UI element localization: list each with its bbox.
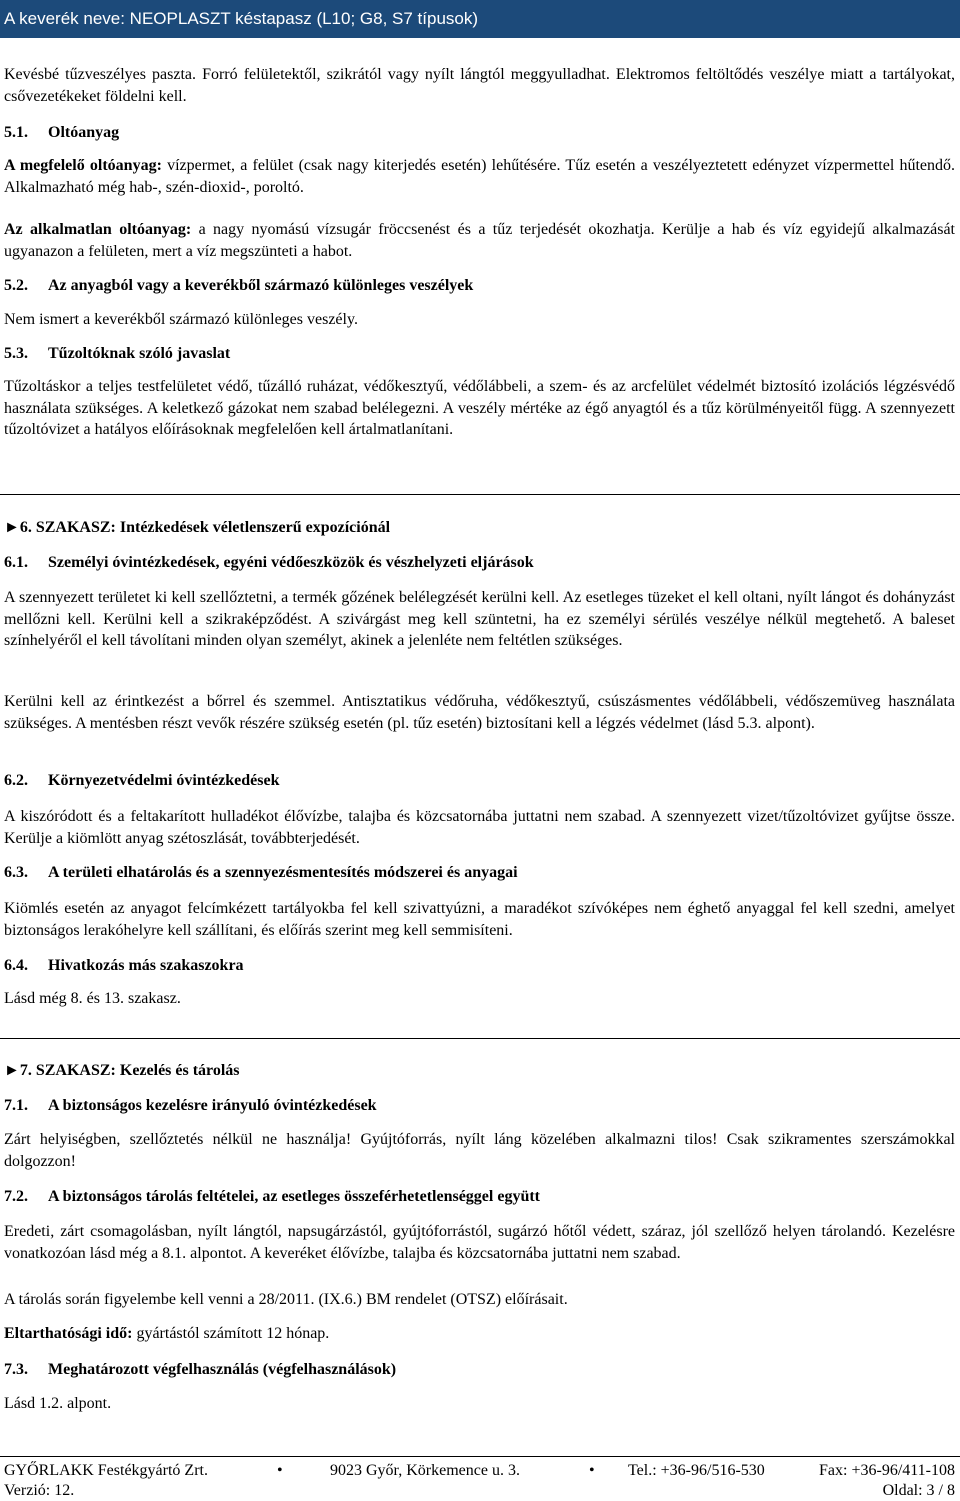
paragraph-6-4: Lásd még 8. és 13. szakasz. [4,990,181,1007]
heading-7-2: 7.2. A biztonságos tárolás feltételei, az esetleges összeférhetetlenséggel együtt [4,1188,540,1205]
section-5-intro: Kevésbé tűzveszélyes paszta. Forró felületektől, szikrától vagy nyílt lángtól meggyulladhat. Elektromos feltöltődés veszélye miatt a tartályokat, csővezetékeket földelni kell. [4,66,955,105]
section-divider [0,494,960,495]
paragraph-7-2-b: A tárolás során figyelembe kell venni a 28/2011. (IX.6.) BM rendelet (OTSZ) előírásait. [4,1291,568,1308]
paragraph-6-1-a: A szennyezett területet ki kell szellőztetni, a termék gőzének belélegzését kerülni kell. Az esetleges tüzeket el kell oltani, nyílt lángot és dohányzást mellőzni kell. Kerülni kell a szikraképződést. A szivárgást meg kell szüntetni, ha ez személyi sérülés veszélye nélkül megtehető. A baleset színhelyéről el kell távolítani minden olyan személyt, akinek a jelenléte nem feltétlen szükséges. [4,589,955,649]
document-header [0,0,960,38]
paragraph-7-2-a: Eredeti, zárt csomagolásban, nyílt lángtól, napsugárzástól, gyújtóforrástól, sugárzó hőtől védett, száraz, jól szellőző helyen tárolandó. Kezelésre vonatkozóan lásd még a 8.1. alpontot. A keveréket élővízbe, talajba és közcsatornába juttatni nem szabad. [4,1223,955,1262]
arrow-right-icon: ► [4,519,20,536]
heading-6-4: 6.4. Hivatkozás más szakaszokra [4,957,244,974]
paragraph-7-2-shelf-life: Eltarthatósági idő: gyártástól számított 12 hónap. [4,1325,330,1342]
paragraph-7-1: Zárt helyiségben, szellőztetés nélkül ne használja! Gyújtóforrás, nyílt láng közelében alkalmazni tilos! Csak szikramentes szerszámokkal dolgozzon! [4,1131,955,1170]
paragraph-5-3: Tűzoltáskor a teljes testfelületet védő, tűzálló ruházat, védőkesztyű, védőlábbeli, a szem- és az arcfelület védelmét biztosító izolációs légzésvédő használata szükséges. A keletkező gázokat nem szabad belélegezni. A veszély mértéke az égő anyagtól és a tűz körülményeitől függ. A szennyezett tűzoltóvizet a hatályos előírásoknak megfelelően kell ártalmatlanítani. [4,378,955,438]
paragraph-5-1-suitable: A megfelelő oltóanyag: vízpermet, a felület (csak nagy kiterjedés esetén) lehűtésére. Tűz esetén a veszélyeztetett edényzet vízpermettel hűtendő. Alkalmazható még hab-, szén-dioxid-, poroltó. [4,157,955,196]
paragraph-7-3: Lásd 1.2. alpont. [4,1395,112,1412]
paragraph-5-1-unsuitable: Az alkalmatlan oltóanyag: a nagy nyomású vízsugár fröccsenést és a tűz terjedését okozhatja. Kerülje a hab és víz egyidejű alkalmazását ugyanazon a felületen, mert a víz megszünteti a habot. [4,221,955,260]
paragraph-5-2: Nem ismert a keverékből származó különleges veszély. [4,311,358,328]
heading-7-3: 7.3. Meghatározott végfelhasználás (végfelhasználások) [4,1361,397,1378]
section-divider [0,1038,960,1039]
heading-7-1: 7.1. A biztonságos kezelésre irányuló óvintézkedések [4,1097,377,1114]
heading-5-3: 5.3. Tűzoltóknak szóló javaslat [4,345,231,362]
heading-6-3: 6.3. A területi elhatárolás és a szennyezésmentesítés módszerei és anyagai [4,864,518,881]
heading-6-1: 6.1. Személyi óvintézkedések, egyéni védőeszközök és vészhelyzeti eljárások [4,554,534,571]
arrow-right-icon: ► [4,1062,20,1079]
document-title: A keverék neve: NEOPLASZT késtapasz (L10; G8, S7 típusok) [4,9,479,28]
paragraph-6-2: A kiszóródott és a feltakarított hulladékot élővízbe, talajba és közcsatornába juttatni nem szabad. A szennyezett vizet/tűzoltóvizet gyűjtse össze. Kerülje a kiömlött anyag szétoszlását, továbbterjedését. [4,808,955,847]
heading-6-2: 6.2. Környezetvédelmi óvintézkedések [4,772,280,789]
heading-section-6: ►6. SZAKASZ: Intézkedések véletlenszerű expozíciónál [4,519,391,536]
heading-5-2: 5.2. Az anyagból vagy a keverékből származó különleges veszélyek [4,277,474,294]
footer-page-number: Oldal: 3 / 8 [882,1482,955,1499]
heading-5-1: 5.1. Oltóanyag [4,124,120,141]
heading-section-7: ►7. SZAKASZ: Kezelés és tárolás [4,1062,240,1079]
footer-divider [0,1456,960,1457]
bullet-icon: • [277,1462,283,1479]
footer-company: GYŐRLAKK Festékgyártó Zrt. [4,1462,208,1479]
footer-phone: Tel.: +36-96/516-530 [628,1462,765,1479]
paragraph-6-1-b: Kerülni kell az érintkezést a bőrrel és szemmel. Antisztatikus védőruha, védőkesztyű, csúszásmentes védőlábbeli, védőszemüveg használata szükséges. A mentésben részt vevők részére szükség esetén (pl. tűz esetén) biztosítani kell a légzés védelmet (lásd 5.3. alpont). [4,693,955,732]
footer-fax: Fax: +36-96/411-108 [819,1462,955,1479]
footer-address: 9023 Győr, Körkemence u. 3. [330,1462,520,1479]
paragraph-6-3: Kiömlés esetén az anyagot felcímkézett tartályokba fel kell szivattyúzni, a maradékot szívóképes nem éghető anyaggal fel kell szedni, amelyet biztonságos lerakóhelyre kell szállítani, és előírás szerint meg kell semmisíteni. [4,900,955,939]
footer-version: Verzió: 12. [4,1482,75,1499]
bullet-icon: • [589,1462,595,1479]
